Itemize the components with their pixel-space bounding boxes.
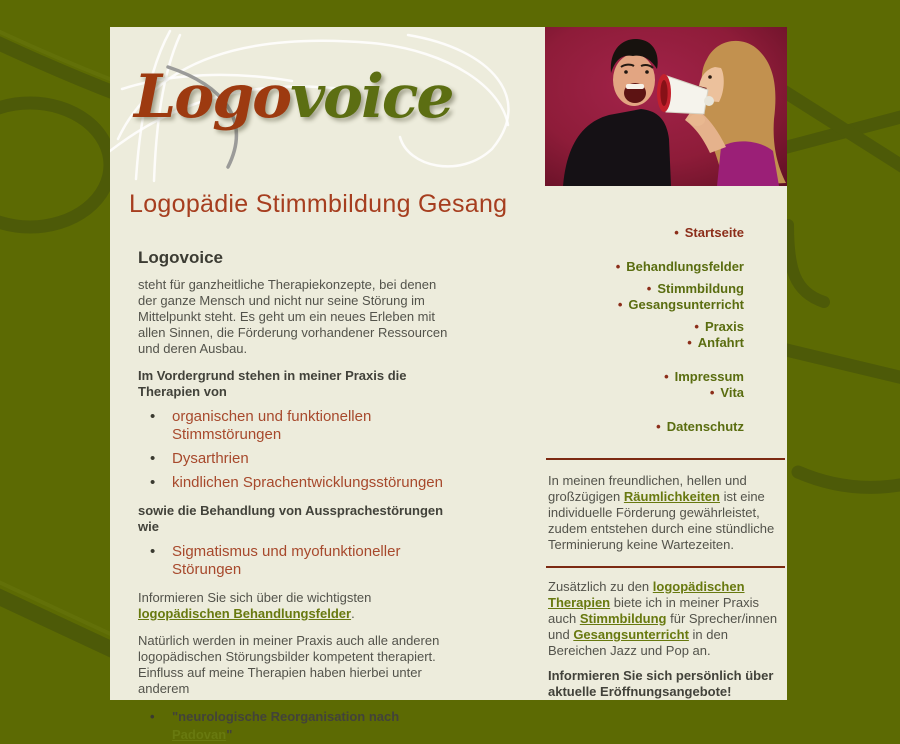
nav-item-vita[interactable]: • Vita	[709, 385, 744, 400]
bullet-icon: •	[694, 319, 699, 334]
offers-text: für Sprecher/innen und	[548, 611, 778, 642]
list-item: • organischen und funktionellen Stimmstörungen	[150, 408, 452, 444]
offers-text: Zusätzlich zu den	[548, 579, 653, 594]
lead-paragraph: Im Vordergrund stehen in meiner Praxis die Therapien von	[138, 368, 407, 399]
nav-item-anfahrt[interactable]: • Anfahrt	[687, 335, 744, 350]
logo-area	[110, 27, 545, 186]
closing-call-to-action: Informieren Sie sich persönlich über aktuelle Eröffnungsangebote!	[548, 668, 774, 699]
page-title: Logopädie Stimmbildung Gesang	[129, 190, 508, 218]
main-navigation	[616, 225, 744, 435]
nav-item-impressum[interactable]: • Impressum	[664, 369, 744, 384]
padovan-link[interactable]: Padovan	[172, 727, 227, 742]
nav-item-praxis[interactable]: • Praxis	[694, 319, 744, 334]
offers-paragraph	[548, 579, 782, 659]
offers-text: biete ich in meiner Praxis auch	[548, 595, 759, 626]
influence-text: "neurologische Reorganisation nach	[172, 709, 400, 724]
logo	[134, 62, 453, 132]
other-therapies-paragraph: Natürlich werden in meiner Praxis auch alle anderen logopädischen Störungsbilder kompetent therapiert. Einfluss auf meine Therapien haben hierbei unter anderem	[138, 633, 440, 696]
therapy-list	[138, 408, 452, 492]
list-item: • kindlichen Sprachentwicklungsstörungen	[150, 474, 452, 492]
list-item: • Sigmatismus und myofunktioneller Störungen	[150, 543, 452, 579]
bullet-icon: •	[646, 281, 652, 296]
logo-word-voice: voice	[290, 62, 453, 132]
info-text: Informieren Sie sich über die wichtigsten	[138, 590, 372, 605]
behandlungsfelder-link[interactable]: logopädischen Behandlungsfelder	[138, 606, 352, 621]
gesangsunterricht-link[interactable]: Gesangsunterricht	[573, 627, 689, 642]
intro-paragraph: steht für ganzheitliche Therapiekonzepte, bei denen der ganze Mensch und nicht nur seine Störung im Mittelpunkt steht. Es geht um ein neues Erleben mit allen Sinnen, die Förderung vorhandener Ressourcen und deren Ausbau.	[138, 277, 448, 356]
rooms-infobox	[548, 473, 782, 553]
divider	[546, 458, 785, 460]
bullet-icon: •	[617, 297, 623, 312]
list-item	[150, 708, 452, 744]
content-panel	[110, 27, 787, 742]
stimmbildung-link[interactable]: Stimmbildung	[579, 611, 667, 626]
nav-item-gesangsunterricht[interactable]: • Gesangsunterricht	[617, 297, 744, 312]
rooms-text: In meinen freundlichen, hellen und großzügigen	[548, 473, 747, 504]
bullet-icon: •	[656, 419, 661, 434]
divider	[546, 566, 785, 568]
raeumlichkeiten-link[interactable]: Räumlichkeiten	[623, 489, 720, 504]
logo-word-logo: Logo	[134, 62, 291, 132]
offers-text: in den Bereichen Jazz und Pop an.	[548, 627, 728, 658]
bullet-icon: •	[687, 335, 692, 350]
bullet-icon: •	[664, 369, 669, 384]
section-title: Logovoice	[138, 248, 224, 267]
therapien-link[interactable]: logopädischen Therapien	[548, 579, 745, 610]
rooms-text-end: ist eine individuelle Förderung gewährleistet, zudem entstehen durch eine stündliche Terminierung keine Wartezeiten.	[548, 489, 775, 552]
second-lead-paragraph: sowie die Behandlung von Aussprachestörungen wie	[138, 503, 444, 534]
nav-item-startseite[interactable]: • Startseite	[674, 225, 744, 240]
pronunciation-list	[138, 543, 452, 579]
nav-item-behandlungsfelder[interactable]: • Behandlungsfelder	[615, 259, 744, 274]
offers-infobox	[548, 579, 782, 700]
nav-item-datenschutz[interactable]: • Datenschutz	[656, 419, 744, 434]
main-content	[138, 249, 452, 744]
influence-list	[138, 708, 452, 744]
sidebar	[546, 27, 787, 700]
info-text-end: .	[351, 606, 355, 621]
list-item: • Dysarthrien	[150, 450, 452, 468]
bullet-icon: •	[674, 225, 679, 240]
bullet-icon: •	[709, 385, 715, 400]
info-paragraph	[138, 590, 452, 622]
bullet-icon: •	[615, 259, 621, 274]
nav-item-stimmbildung[interactable]: • Stimmbildung	[646, 281, 744, 296]
influence-text-end: "	[226, 727, 233, 742]
